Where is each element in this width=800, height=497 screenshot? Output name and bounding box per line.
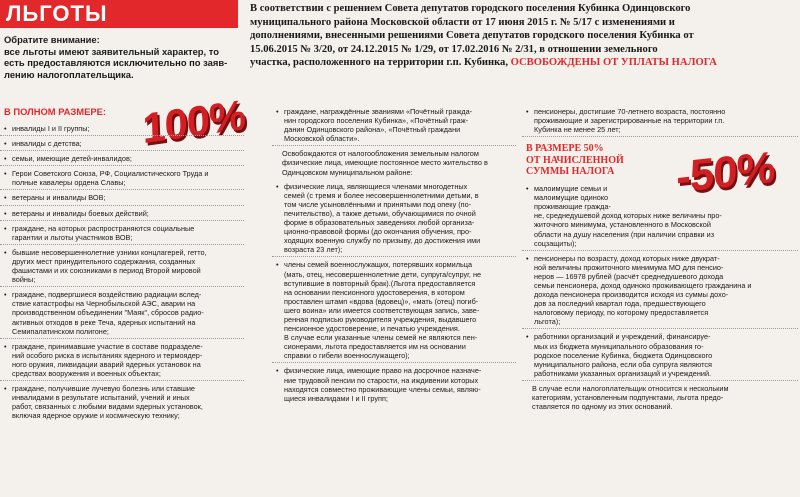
item-line: проставлен штамп «вдова (вдовец)», «мать (отец) погиб- [284, 296, 479, 306]
item-line: дохода пенсионера производится исходя из суммы дохо- [534, 290, 729, 300]
item-line: шего воина» или имеется соответствующая запись, заве- [284, 305, 480, 315]
decree-line: 15.06.2015 № 3/20, от 24.12.2015 № 1/29, от 17.02.2016 № 2/31, в отношении земельного [250, 43, 658, 55]
list-item [272, 260, 516, 363]
item-line: • ветераны и инвалиды ВОВ; [12, 193, 106, 203]
item-line: активных отходов в реке Теча, ядерных испытаний на [12, 317, 196, 327]
item-line: • работники организаций и учреждений, финансируе- [534, 332, 711, 342]
item-line: • граждане, награждённые званиями «Почётный гражда- [284, 107, 473, 116]
page-title: ЛЬГОТЫ [0, 0, 238, 28]
item-line: неров — 16978 рублей (расчёт среднедушевого дохода [534, 271, 724, 281]
notice-line: есть предоставляются исключительно по заяв- [4, 57, 228, 69]
item-line: • семьи, имеющие детей-инвалидов; [12, 154, 132, 164]
item-line: • пенсионеры по возрасту, доход которых ниже двукрат- [534, 253, 720, 263]
item-line: семей (с тремя и более несовершеннолетними детьми, в [284, 190, 479, 200]
item-line: ной величины прожиточного минимума МО для пенсио- [534, 262, 724, 272]
decree-header [250, 2, 796, 70]
item-line: • ветераны и инвалиды боевых действий; [12, 208, 149, 218]
item-line: налоговому периоду, по которому предоставляется [534, 308, 709, 318]
item-line: работниками указанных организаций и учреждений. [534, 368, 712, 378]
decree-line: муниципального района Московской области от 17 июня 2015 г. № 5/17 с изменениями и [250, 16, 675, 28]
item-line: полные кавалеры ордена Славы; [12, 178, 126, 188]
item-line: родское поселение Кубинка, бюджета Одинцовского [534, 350, 713, 360]
list-item [0, 209, 244, 221]
item-line: ствие катастрофы на Чернобыльской АЭС, аварии на [12, 299, 196, 309]
item-line: • граждане, на которых распространяются социальные [12, 223, 195, 233]
item-line: • граждане, принимавшие участие в составе подразделе- [12, 341, 203, 351]
item-line: Кубинка не менее 25 лет; [534, 125, 621, 135]
item-line: пенсионное удостоверение, и печатью учреждения. [284, 324, 460, 334]
item-line: других мест принудительного содержания, созданных [12, 256, 196, 266]
footer-note [522, 384, 798, 411]
item-line: ренная подписью руководителя учреждения, выдавшего [284, 314, 477, 324]
item-line: • физические лица, являющиеся членами многодетных [284, 181, 468, 191]
full-exemption-list [0, 124, 244, 425]
exemption-highlight: ОСВОБОЖДЕНЫ ОТ УПЛАТЫ НАЛОГА [510, 57, 717, 69]
title-line: В РАЗМЕРЕ 50% [526, 143, 604, 155]
item-line: ного оружия, ликвидации аварий ядерных установок на [12, 359, 201, 369]
notice-line: Обратите внимание: [4, 34, 100, 45]
item-line: инвалидами в результате испытаний, учений и иных [12, 393, 190, 403]
item-line: • бывшие несовершеннолетние узники концлагерей, гетто, [12, 247, 207, 257]
item-line: вступившие в повторный брак).(Льгота предоставляется [284, 278, 476, 288]
item-line: • малоимущие семьи и [534, 184, 608, 194]
badge-100-percent: 100% [141, 90, 246, 153]
item-line: Московской области». [284, 134, 360, 144]
title-line: СУММЫ НАЛОГА [526, 166, 615, 178]
item-line: на основании пенсионного удостоверения, в котором [284, 287, 465, 297]
item-line: фашистами и их союзниками в период Второй мировой [12, 266, 201, 276]
item-line: нин городского поселения Кубинка», «Почётный граж- [284, 116, 469, 126]
decree-line: В соответствии с решением Совета депутатов городского поселения Кубинка Одинцовского [250, 3, 691, 14]
item-line: гарантии и льготы участников ВОВ; [12, 232, 133, 242]
item-line: ционно-правовой формы (до окончания обучения, про- [284, 227, 472, 237]
list-item [0, 224, 244, 245]
para-line: физические лица, имеющие постоянное место жительство в [282, 158, 488, 168]
item-line: сионерами, льгота предоставляется им на основании [284, 342, 466, 352]
list-item [0, 290, 244, 338]
item-line: • члены семей военнослужащих, потерявших кормильца [284, 260, 473, 270]
item-line: включая ядерное оружие и космическую технику; [12, 411, 180, 421]
list-item [522, 254, 798, 330]
item-line: справки о гибели военнослужащего); [284, 351, 410, 361]
para-line: Освобождаются от налогообложения земельным налогом [282, 149, 479, 159]
item-line: • граждане, получившие лучевую болезнь или ставшие [12, 384, 195, 394]
item-line: житочного минимума, установленного в Московской [534, 220, 711, 230]
item-line: соцзащиты); [534, 238, 577, 248]
item-line: войны; [12, 275, 36, 285]
item-line: муниципального района, если оба супруга являются [534, 359, 712, 369]
item-line: возраста 23 лет); [284, 245, 343, 255]
item-line: льгота); [534, 317, 561, 327]
decree-line: дополнениями, внесенными решениями Совета депутатов городского поселения Кубинка от [250, 30, 694, 42]
item-line: области на душу населения (при наличии справки из [534, 229, 715, 239]
item-line: щиеся инвалидами I и II групп; [284, 393, 388, 403]
item-line: том числе усыновлёнными и принятыми под опеку (по- [284, 199, 472, 209]
notice-line: лению налогоплательщика. [4, 68, 134, 80]
notice-line: все льготы имеют заявительный характер, то [4, 45, 219, 57]
para-line: В случае если налогоплательщик относится к нескольким [532, 383, 729, 393]
list-item [0, 248, 244, 287]
item-line: средствах вооружения и военных объектах; [12, 368, 161, 378]
item-line: мых из бюджета муниципального образования го- [534, 341, 704, 351]
list-item [272, 107, 516, 146]
item-line: В случае если указанные члены семей не являются пен- [284, 333, 478, 343]
item-line: ние трудовой пенсии по старости, на иждивении которых [284, 375, 479, 385]
item-line: • граждане, подвергшиеся воздействию радиации вслед- [12, 290, 202, 300]
badge-50-percent: -50% [676, 142, 775, 203]
list-item [522, 107, 798, 137]
item-line: Семипалатинском полигоне; [12, 326, 109, 336]
list-item [272, 182, 516, 258]
list-item [0, 139, 244, 151]
item-line: форме в образовательных заведениях любой организа- [284, 218, 475, 228]
list-item [0, 124, 244, 136]
item-line: • инвалиды с детства; [12, 139, 82, 149]
para-line: Одинцовском муниципальном районе: [282, 167, 413, 177]
item-line: находятся совместно проживающие члены семьи, являю- [284, 384, 481, 394]
list-item [272, 366, 516, 404]
item-line: (мать, отец, несовершеннолетние дети, супруга/супруг, не [284, 269, 482, 279]
para-line: категориям, установленным подпунктами, льгота предо- [532, 393, 724, 403]
item-line: проживающие и зарегистрированные на территории г.п. [534, 116, 725, 126]
list-item [0, 342, 244, 381]
para-line: ставляется по одному из этих оснований. [532, 402, 673, 412]
list-item [0, 193, 244, 205]
item-line: проживающие гражда- [534, 202, 611, 212]
item-line: печительство), а также детьми, обучающимися по очной [284, 208, 476, 218]
item-line: не, среднедушевой доход которых ниже величины про- [534, 211, 722, 221]
item-line: ний особого риска в испытаниях ядерного и термоядер- [12, 350, 203, 360]
item-line: • пенсионеры, достигшие 70-летнего возраста, постоянно [534, 107, 726, 116]
item-line: • Герои Советского Союза, РФ, Социалистического Труда и [12, 169, 209, 179]
resident-exemption-section [272, 107, 516, 408]
item-line: дов за последний квартал года, предшествующего [534, 299, 706, 309]
list-item [0, 169, 244, 190]
item-line: производственном объединении "Маяк", сбросов радио- [12, 308, 204, 318]
list-item [0, 384, 244, 422]
list-item [522, 332, 798, 380]
item-line: • инвалиды I и II группы; [12, 124, 90, 133]
item-line: ходящих военную службу по призыву, до достижения ими [284, 236, 481, 246]
item-line: семьи пенсионера, доход одиноко проживающего гражданина и [534, 281, 752, 290]
resident-intro [272, 149, 516, 176]
notice-block [0, 34, 240, 80]
decree-line-last [250, 56, 796, 70]
item-line: • физические лица, имеющие право на досрочное назначе- [284, 366, 482, 376]
list-item [0, 154, 244, 166]
title-line: ОТ НАЧИСЛЕННОЙ [526, 154, 624, 166]
decree-last-text: участка, расположенного на территории г.п. Кубинка, [250, 57, 511, 69]
item-line: данин Одинцовского района», «Почётный граждани [284, 125, 461, 135]
item-line: работ, связанных с любыми видами ядерных установок, [12, 402, 203, 412]
full-exemption-title: В ПОЛНОМ РАЗМЕРЕ: [4, 106, 106, 117]
item-line: малоимущие одиноко [534, 193, 609, 203]
